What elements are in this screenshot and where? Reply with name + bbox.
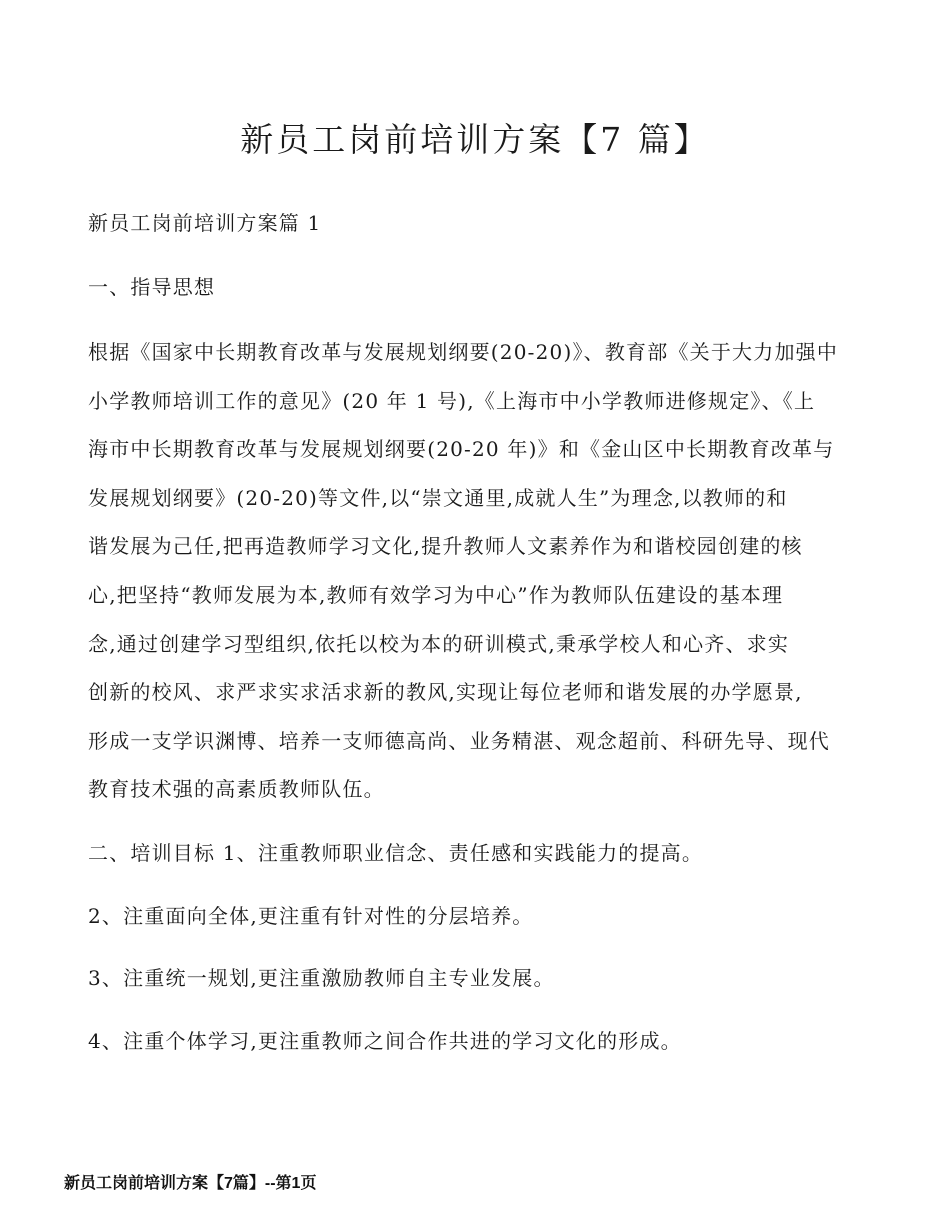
part1-paragraph	[88, 337, 868, 823]
section-heading: 新员工岗前培训方案篇 1	[88, 211, 322, 235]
paragraph-line: 念,通过创建学习型组织,依托以校为本的研训模式,秉承学校人和心齐、求实	[88, 631, 790, 656]
paragraph-line: 教育技术强的高素质教师队伍。	[88, 777, 385, 802]
paragraph-line: 海市中长期教育改革与发展规划纲要(20-20 年)》和《金山区中长期教育改革与	[88, 437, 835, 462]
goal-item-3: 3、注重统一规划,更注重激励教师自主专业发展。	[88, 966, 555, 990]
paragraph-line: 小学教师培训工作的意见》(20 年 1 号),《上海市中小学教师进修规定》、《上	[88, 388, 816, 413]
goal-item-4: 4、注重个体学习,更注重教师之间合作共进的学习文化的形成。	[88, 1029, 682, 1053]
part2-heading: 二、培训目标 1、注重教师职业信念、责任感和实践能力的提高。	[88, 841, 704, 865]
document-title: 新员工岗前培训方案【7 篇】	[240, 120, 710, 159]
goal-item-2: 2、注重面向全体,更注重有针对性的分层培养。	[88, 904, 534, 928]
paragraph-line: 创新的校风、求严求实求活求新的教风,实现让每位老师和谐发展的办学愿景,	[88, 680, 803, 705]
paragraph-line: 发展规划纲要》(20-20)等文件,以“崇文通里,成就人生”为理念,以教师的和	[88, 485, 788, 510]
paragraph-line: 形成一支学识渊博、培养一支师德高尚、业务精湛、观念超前、科研先导、现代	[88, 728, 830, 753]
page-footer: 新员工岗前培训方案【7篇】--第1页	[64, 1175, 317, 1192]
paragraph-line: 心,把坚持“教师发展为本,教师有效学习为中心”作为教师队伍建设的基本理	[88, 582, 784, 607]
paragraph-line: 谐发展为己任,把再造教师学习文化,提升教师人文素养作为和谐校园创建的核	[88, 534, 803, 559]
part1-heading: 一、指导思想	[88, 275, 216, 299]
paragraph-line: 根据《国家中长期教育改革与发展规划纲要(20-20)》、教育部《关于大力加强中	[88, 340, 839, 364]
